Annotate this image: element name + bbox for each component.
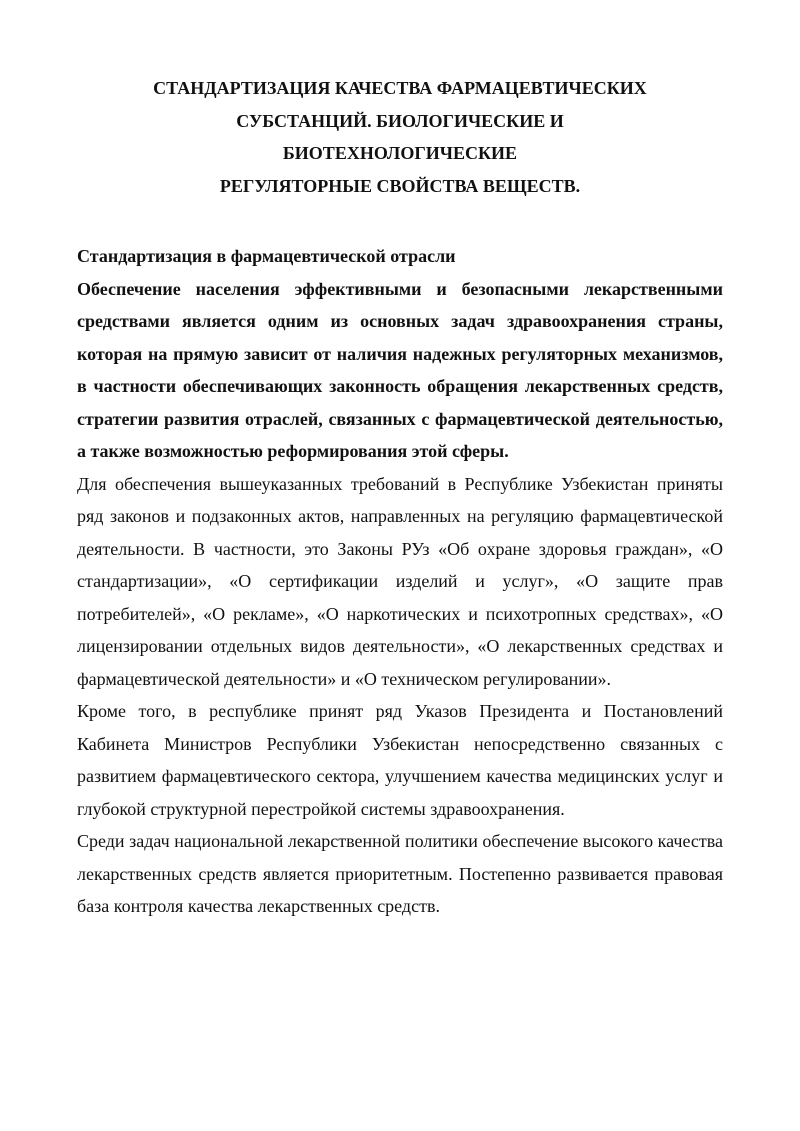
intro-paragraph: Обеспечение населения эффективными и безопасными лекарственными средствами является одним из основных задач здравоохранения страны, которая на прямую зависит от наличия надежных регуляторных механизмов, в частности обеспечивающих законность обращения лекарственных средств, стратегии развития отраслей, связанных с фармацевтической деятельностью, а также возможностью реформирования этой сферы. [77,278,723,461]
document-title [77,72,723,202]
paragraph-policy: Среди задач национальной лекарственной политики обеспечение высокого качества лекарственных средств является приоритетным. Постепенно развивается правовая база контроля качества лекарственных средств. [77,831,723,916]
paragraph-laws: Для обеспечения вышеуказанных требований в Республике Узбекистан приняты ряд законов и подзаконных актов, направленных на регуляцию фармацевтической деятельности. В частности, это Законы РУз «Об охране здоровья граждан», «О стандартизации», «О сертификации изделий и услуг», «О защите прав потребителей», «О рекламе», «О наркотических и психотропных средствах», «О лицензировании отдельных видов деятельности», «О лекарственных средствах и фармацевтической деятельности» и «О техническом регулировании». [77,473,723,689]
paragraph-decrees: Кроме того, в республике принят ряд Указов Президента и Постановлений Кабинета Министров Республики Узбекистан непосредственно связанных с развитием фармацевтического сектора, улучшением качества медицинских услуг и глубокой структурной перестройкой системы здравоохранения. [77,701,723,819]
title-line-2: СУБСТАНЦИЙ. БИОЛОГИЧЕСКИЕ И [236,110,564,131]
document-page [77,72,723,923]
title-line-3: БИОТЕХНОЛОГИЧЕСКИЕ [282,143,518,163]
section-heading: Стандартизация в фармацевтической отрасли [77,246,456,266]
title-line-4: РЕГУЛЯТОРНЫЕ СВОЙСТВА ВЕЩЕСТВ. [219,175,581,196]
title-line-1: СТАНДАРТИЗАЦИЯ КАЧЕСТВА ФАРМАЦЕВТИЧЕСКИХ [153,78,647,98]
